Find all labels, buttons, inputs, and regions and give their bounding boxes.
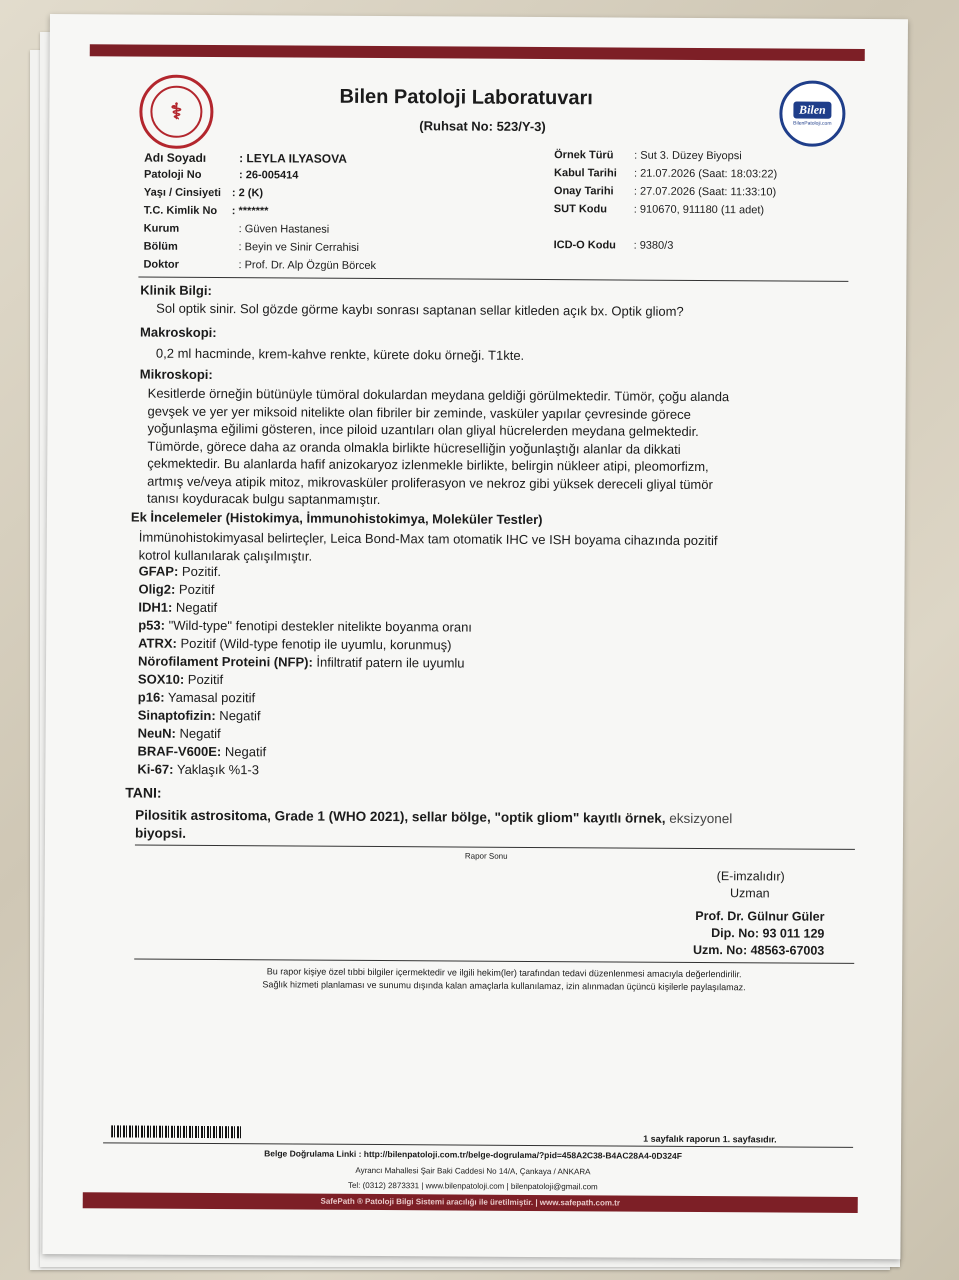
age-sex-label: Yaşı / Cinsiyeti xyxy=(143,186,221,200)
diagnosis-text xyxy=(135,807,845,847)
report-page xyxy=(42,14,908,1259)
marker-name: p53: xyxy=(138,617,166,633)
institution-label: Kurum xyxy=(143,222,180,235)
additional-tests-line: İmmünohistokimyasal belirteçler, Leica Bond-Max tam otomatik IHC ve ISH boyama cihazında pozitif xyxy=(138,529,718,549)
disclaimer xyxy=(154,965,854,995)
marker-result: Negatif xyxy=(172,599,218,616)
macroscopy-heading: Makroskopi: xyxy=(140,324,217,341)
marker-result: İnfiltratif patern ile uyumlu xyxy=(312,654,465,671)
microscopy-line: tanısı koyduracak bulgu saptanmamıştır. xyxy=(146,490,381,508)
marker-row xyxy=(138,689,472,709)
lab-address: Ayrancı Mahallesi Şair Baki Caddesi No 14/A, Çankaya / ANKARA xyxy=(355,1165,591,1177)
approved-date-value: : 27.07.2026 (Saat: 11:33:10) xyxy=(633,185,777,199)
icd-code-label: ICD-O Kodu xyxy=(553,239,616,252)
header-bar xyxy=(90,44,865,61)
system-credit: SafePath ® Patoloji Bilgi Sistemi aracılığı ile üretilmiştir. | www.safepath.com.tr xyxy=(320,1196,621,1208)
institution-value: : Güven Hastanesi xyxy=(238,223,330,236)
doctor-value: : Prof. Dr. Alp Özgün Börcek xyxy=(238,259,377,272)
marker-result: Negatif xyxy=(215,708,261,724)
marker-name: NeuN: xyxy=(137,725,176,741)
footer-bar xyxy=(83,1192,858,1213)
pathology-no-value: : 26-005414 xyxy=(238,169,299,182)
approved-date-label: Onay Tarihi xyxy=(553,185,614,198)
marker-list xyxy=(137,563,472,781)
icd-code-value: : 9380/3 xyxy=(633,239,674,252)
marker-row xyxy=(138,581,472,601)
diagnosis-heading: TANI: xyxy=(125,784,162,801)
clinical-info-heading: Klinik Bilgi: xyxy=(140,282,212,298)
name-label: Adı Soyadı xyxy=(144,150,207,165)
disclaimer-line: Sağlık hizmeti planlaması ve sunumu dışında kalan amaçlarla kullanılamaz, izin alınmadan üçüncü kişilerle paylaşılamaz. xyxy=(262,979,746,993)
lab-title: Bilen Patoloji Laboratuvarı xyxy=(339,85,593,110)
marker-row xyxy=(138,599,472,619)
report-end-label: Rapor Sonu xyxy=(464,851,508,861)
specialist-number: Uzm. No: 48563-67003 xyxy=(692,942,825,958)
marker-result: Yaklaşık %1-3 xyxy=(173,761,260,778)
diploma-number: Dip. No: 93 011 129 xyxy=(711,926,825,941)
age-sex-value: : 2 (K) xyxy=(231,187,264,200)
macroscopy-text: 0,2 ml hacminde, krem-kahve renkte, kürete doku örneği. T1kte. xyxy=(155,345,525,363)
pathology-no-label: Patoloji No xyxy=(143,168,202,181)
signature-block xyxy=(604,867,825,959)
marker-name: Ki-67: xyxy=(137,761,174,777)
esign-label: (E-imzalıdır) xyxy=(716,869,785,884)
marker-result: Pozitif (Wild-type fenotip ile uyumlu, korunmuş) xyxy=(176,635,452,653)
marker-result: Yamasal pozitif xyxy=(164,689,256,706)
marker-name: Nörofilament Proteini (NFP): xyxy=(138,653,313,670)
microscopy-line: çekmektedir. Bu alanlarda hafif anizokaryoz izlenmekle birlikte, belirgin nükleer atipi, pleomorfizm, xyxy=(147,455,709,475)
specimen-type-label: Örnek Türü xyxy=(554,149,614,162)
received-date-value: : 21.07.2026 (Saat: 18:03:22) xyxy=(633,167,778,181)
page-info: 1 sayfalık raporun 1. sayfasıdır. xyxy=(643,1133,777,1145)
bilen-logo xyxy=(779,80,845,146)
diagnosis-text-light: eksizyonel xyxy=(665,810,733,827)
marker-row xyxy=(137,743,471,763)
ministry-logo: ⚕ xyxy=(139,75,213,149)
name-value: : LEYLA ILYASOVA xyxy=(239,151,347,166)
disclaimer-line: Bu rapor kişiye özel tıbbi bilgiler içermektedir ve ilgili hekim(ler) tarafından tedavi düzenlenmesi amacıyla değerlendirilir. xyxy=(266,966,742,980)
license-number: (Ruhsat No: 523/Y-3) xyxy=(419,118,546,135)
marker-name: IDH1: xyxy=(138,599,173,615)
marker-row xyxy=(138,635,472,655)
marker-result: Pozitif. xyxy=(178,563,222,580)
diagnosis-text-main: Pilositik astrositoma, Grade 1 (WHO 2021), sellar bölge, "optik gliom" kayıtlı örnek, xyxy=(135,807,666,826)
doctor-label: Doktor xyxy=(143,258,179,271)
marker-result: Pozitif xyxy=(175,581,215,598)
marker-result: Negatif xyxy=(175,725,221,742)
department-label: Bölüm xyxy=(143,240,178,253)
additional-tests-heading: Ek İncelemeler (Histokimya, İmmunohistokimya, Moleküler Testler) xyxy=(130,509,543,528)
tc-label: T.C. Kimlik No xyxy=(143,204,218,218)
marker-row xyxy=(137,761,471,781)
signer-role: Uzman xyxy=(730,886,770,901)
marker-row xyxy=(138,671,472,691)
microscopy-text xyxy=(147,385,729,511)
microscopy-line: gevşek ve yer yer miksoid nitelikte olan fibriler bir zeminde, vasküler yapılar çevresinde görece xyxy=(147,403,691,422)
sut-code-label: SUT Kodu xyxy=(553,203,608,216)
barcode xyxy=(111,1125,241,1138)
microscopy-line: Kesitlerde örneğin bütünüyle tümöral dokulardan meydana geldiği görülmektedir. Tümör, çoğu alanda xyxy=(147,385,730,405)
marker-result: Negatif xyxy=(221,744,267,760)
signer-name: Prof. Dr. Gülnur Güler xyxy=(695,908,825,924)
microscopy-line: yoğunlaşma eğilimi gösteren, ince piloid uzantıları olan gliyal hücrelerden meydana gelmektedir. xyxy=(147,420,699,439)
marker-row xyxy=(138,707,472,727)
clinical-info-text: Sol optik sinir. Sol gözde görme kaybı sonrası saptanan sellar kitleden açık bx. Optik gliom? xyxy=(156,300,684,319)
marker-row xyxy=(138,725,472,745)
received-date-label: Kabul Tarihi xyxy=(554,167,617,180)
marker-name: GFAP: xyxy=(138,563,179,579)
microscopy-line: Tümörde, görece daha az oranda olmakla birlikte hücreselliğin yoğunlaştığı alanlar da dikkati xyxy=(147,438,681,457)
lab-contact: Tel: (0312) 2873331 | www.bilenpatoloji.com | bilenpatoloji@gmail.com xyxy=(347,1180,598,1192)
department-value: : Beyin ve Sinir Cerrahisi xyxy=(238,241,360,254)
divider xyxy=(134,959,854,964)
verification-link[interactable]: Belge Doğrulama Linki : http://bilenpatoloji.com.tr/belge-dogrulama/?pid=458A2C38-B4AC28A4-0D324F xyxy=(264,1148,682,1161)
specimen-type-value: : Sut 3. Düzey Biyopsi xyxy=(634,149,742,163)
marker-name: ATRX: xyxy=(138,635,177,651)
tc-value: : ******* xyxy=(231,205,269,218)
microscopy-heading: Mikroskopi: xyxy=(139,366,213,383)
microscopy-line: artmış ve/veya atipik mitoz, mikrovasküler proliferasyon ve nekroz gibi yüksek dereceli gliyal tümör xyxy=(147,473,713,492)
marker-name: BRAF-V600E: xyxy=(137,743,222,760)
bilen-logo-text: Bilen xyxy=(793,101,832,118)
additional-tests-text xyxy=(139,529,718,568)
marker-row xyxy=(138,653,472,673)
marker-name: Sinaptofizin: xyxy=(137,707,216,724)
marker-name: p16: xyxy=(137,689,165,705)
marker-result: "Wild-type" fenotipi destekler nitelikte boyanma oranı xyxy=(164,617,472,635)
marker-name: Olig2: xyxy=(138,581,176,597)
marker-row xyxy=(138,617,472,637)
marker-name: SOX10: xyxy=(137,671,185,687)
divider xyxy=(138,277,848,282)
diagnosis-text-end: biyopsi. xyxy=(134,825,187,841)
additional-tests-line: kotrol kullanılarak çalışılmıştır. xyxy=(138,547,313,564)
marker-row xyxy=(139,563,473,583)
marker-result: Pozitif xyxy=(184,671,224,688)
bilen-logo-site: BilenPatoloji.com xyxy=(793,120,832,127)
sut-code-value: : 910670, 911180 (11 adet) xyxy=(633,203,765,217)
